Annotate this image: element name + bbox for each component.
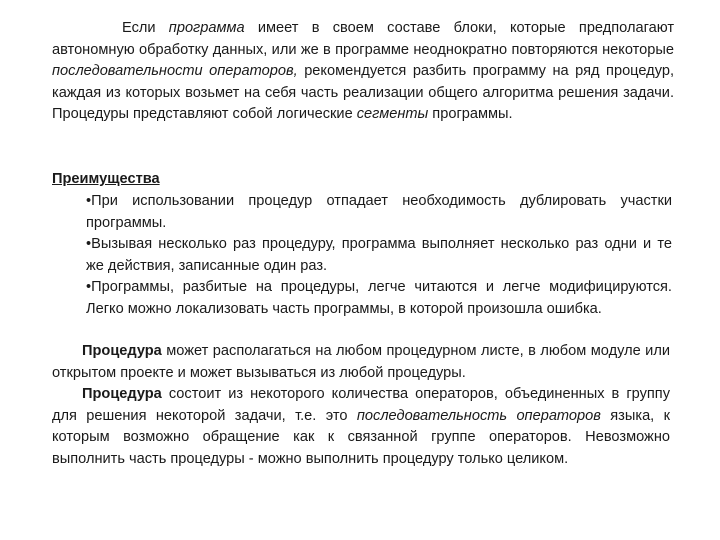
advantage-item-2: •Вызывая несколько раз процедуру, программа выполняет несколько раз одни и те же действия, записанные один раз. [86, 236, 672, 274]
procedure-term-1: Процедура [82, 343, 162, 359]
procedure-location-paragraph [52, 341, 670, 384]
procedure-definition-text-1: состоит из некоторого количества операторов, объединенных в группу для решения некоторой задачи, т.е. это [52, 386, 670, 424]
intro-text-1: Если [122, 20, 169, 36]
advantage-item-3: •Программы, разбитые на процедуры, легче читаются и легче модифицируются. Легко можно локализовать часть программы, в которой произошла ошибка. [86, 279, 672, 317]
intro-paragraph [52, 18, 674, 126]
procedure-definition-italic: последовательность операторов [356, 407, 601, 424]
intro-text-2: имеет в своем составе блоки, которые предполагают автономную обработку данных, или же в программе неоднократно повторяются некоторые [52, 20, 675, 58]
procedure-location-text: может располагаться на любом процедурном листе, в любом модуле или открытом проекте и может вызываться из любой процедуры. [52, 343, 670, 381]
advantages-heading: Преимущества [52, 171, 160, 187]
advantage-item-1: •При использовании процедур отпадает необходимость дублировать участки программы. [86, 193, 672, 231]
procedure-term-2: Процедура [82, 386, 162, 402]
intro-italic-segments: сегменты [356, 106, 429, 123]
intro-text-4: программы. [428, 106, 513, 123]
intro-text-3: рекомендуется разбить программу на ряд процедур, каждая из которых возьмет на себя часть реализации общего алгоритма решения задачи. Процедуры представляют собой логические [52, 63, 674, 123]
intro-italic-program: программа [168, 20, 245, 36]
intro-italic-sequences: последовательности операторов, [52, 63, 298, 80]
procedure-definition-paragraph [52, 384, 670, 470]
procedure-definition-text-2: языка, к которым возможно обращение как к связанной группе операторов. Невозможно выполнить часть процедуры - можно выполнить процедуру только целиком. [52, 407, 670, 467]
